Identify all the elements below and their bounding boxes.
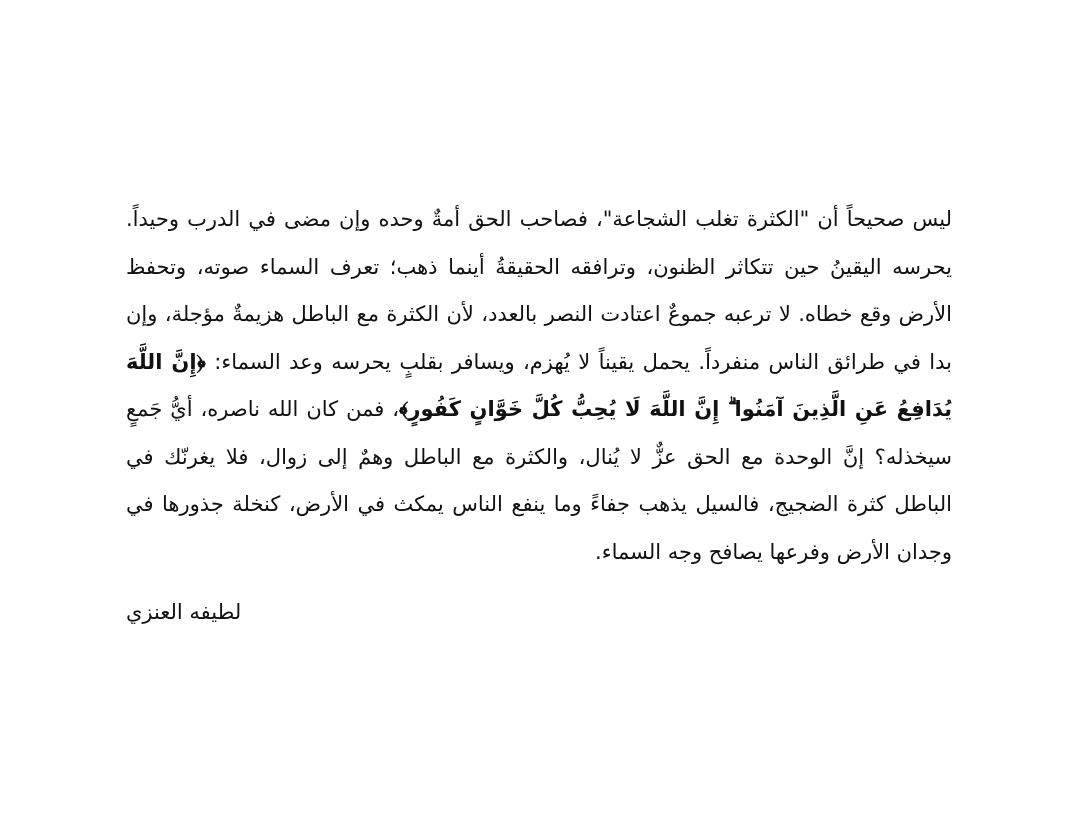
paragraph-text-after-quote: ، فمن كان الله ناصره، أيُّ جَمعٍ سيخذله؟ إنَّ الوحدة مع الحق عزٌّ لا يُنال، والكثرة مع الباطل وهمٌ إلى زوال، فلا يغرنّك في الباطل كثرة الضجيج، فالسيل يذهب جفاءً وما ينفع الناس يمكث في الأرض، كنخلة جذورها في وجدان الأرض وفرعها يصافح وجه السماء. [126,397,952,564]
author-signature [126,592,952,632]
quranic-quote: ﴿إِنَّ اللَّهَ يُدَافِعُ عَنِ الَّذِينَ آمَنُوا ۗ إِنَّ اللَّهَ لَا يُحِبُّ كُلَّ خَوَّانٍ كَفُورٍ﴾ [126,349,952,421]
article-paragraph [126,196,952,576]
author-name: لطيفه العنزي [126,600,242,624]
article-page [126,196,952,632]
paragraph-text-before-quote: ليس صحيحاً أن "الكثرة تغلب الشجاعة"، فصاحب الحق أمةٌ وحده وإن مضى في الدرب وحيداً. يحرسه اليقينُ حين تتكاثر الظنون، وترافقه الحقيقةُ أينما ذهب؛ تعرف السماء صوته، وتحفظ الأرض وقع خطاه. لا ترعبه جموعٌ اعتادت النصر بالعدد، لأن الكثرة مع الباطل هزيمةٌ مؤجلة، وإن بدا في طرائق الناس منفرداً. يحمل يقيناً لا يُهزم، ويسافر بقلبٍ يحرسه وعد السماء: [126,207,952,374]
